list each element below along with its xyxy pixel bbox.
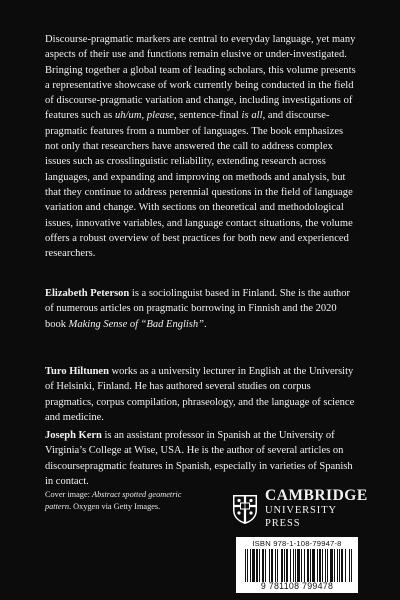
credit-text: Cover image:	[45, 490, 93, 499]
blurb-text: ,	[141, 110, 147, 122]
isbn-label: ISBN 978-1-108-79947-8	[252, 539, 342, 548]
author-name: Joseph Kern	[45, 430, 102, 441]
book-title: Making Sense of “Bad English”	[68, 318, 204, 330]
blurb-text: , and discourse-pragmatic features from a number of languages. The book emphasizes not only that researchers have answered the call to address complex issues such as crosslinguistic reliability, extending research across languages, and expanding and improving on methods and analysis, but that they continue to address perennial questions in the field of language variation and change. With sections on theoretical and methodological issues, innovative variables, and language contact situations, the volume offers a robust overview of best practices for both new and experienced researchers.	[45, 110, 353, 260]
credit-title: Abstract spotted geometric pattern	[45, 490, 182, 511]
publisher-name: CAMBRIDGE	[265, 487, 368, 504]
blurb-paragraph	[45, 32, 357, 261]
blurb-text: Discourse-pragmatic markers are central to everyday language, yet many aspects of their use and functions remain elusive or under-investigated. Bringing together a global team of leading scholars, this volume presents a representative showcase of work currently being conducted in the field of discourse-pragmatic variation and change, including investigations of features such as	[45, 34, 356, 122]
author-bio-hiltunen	[45, 364, 357, 425]
cover-image-credit	[45, 489, 195, 512]
blurb-emphasis: uh/um	[114, 110, 142, 122]
blurb-emphasis: is all	[241, 110, 263, 122]
author-bio-kern	[45, 428, 357, 489]
isbn-barcode	[236, 537, 358, 593]
author-bio-text: is a sociolinguist based in Finland. She is the author of numerous articles on pragmatic borrowing in Finnish and the 2020 book	[45, 288, 351, 330]
author-bio-text: is an assistant professor in Spanish at the University of Virginia’s College at Wise, USA. He is the author of several articles on discoursepragmatic features in Spanish, especially in varieties of Spanish in contact.	[45, 430, 353, 487]
author-bio-text: works as a university lecturer in English at the University of Helsinki, Finland. He has authored several studies on corpus pragmatics, corpus compilation, phraseology, and the language of science and medicine.	[45, 366, 355, 423]
cambridge-crest-icon	[232, 494, 258, 525]
credit-text: . Oxygen via Getty Images.	[68, 501, 161, 511]
author-name: Elizabeth Peterson	[45, 288, 130, 299]
publisher-logo	[232, 487, 368, 531]
publisher-subname: UNIVERSITY PRESS	[265, 505, 337, 529]
publisher-wordmark	[265, 488, 368, 530]
author-bio-peterson	[45, 286, 357, 332]
blurb-text: , sentence-final	[173, 110, 242, 122]
author-bio-text: .	[203, 318, 207, 330]
barcode-digits: 9 781108 799478	[260, 581, 334, 591]
barcode-bars	[245, 549, 353, 582]
author-name: Turo Hiltunen	[45, 366, 109, 377]
blurb-emphasis: please	[146, 110, 174, 122]
